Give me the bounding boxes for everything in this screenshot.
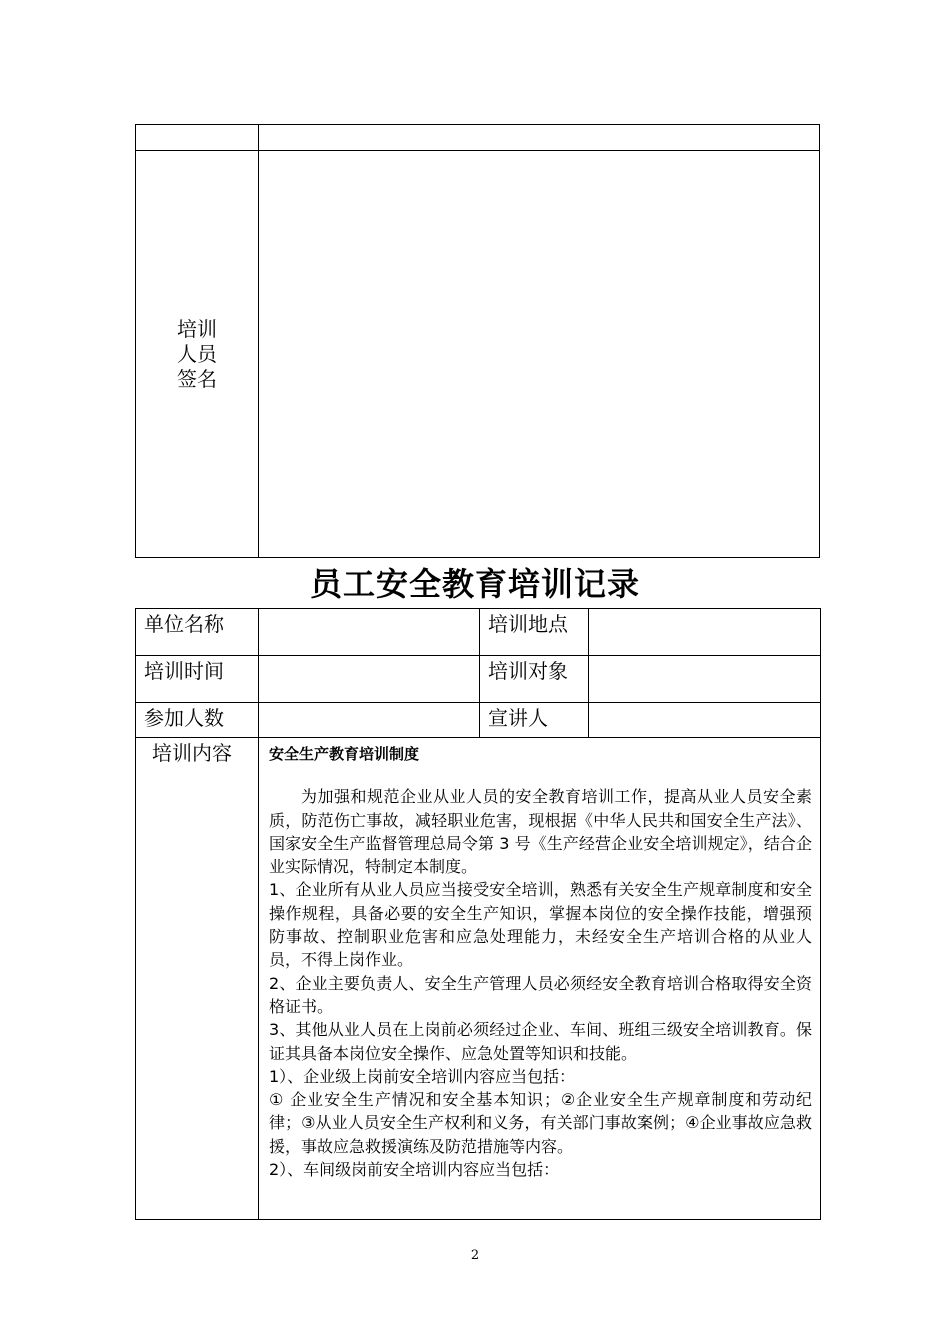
content-label: 培训内容 [136, 738, 259, 1220]
signature-label-line-2: 人员 [177, 341, 217, 366]
content-paragraph: ① 企业安全生产情况和安全基本知识；②企业安全生产规章制度和劳动纪律；③从业人员安全生产权利和义务，有关部门事故案例；④企业事故应急救援，事故应急救援演练及防范措施等内容。 [269, 1090, 812, 1156]
time-label: 培训时间 [136, 656, 259, 703]
unit-name-label: 单位名称 [136, 609, 259, 656]
audience-label: 培训对象 [480, 656, 589, 703]
signature-table [135, 124, 820, 558]
attendees-label: 参加人数 [136, 703, 259, 738]
content-paragraph: 为加强和规范企业从业人员的安全教育培训工作，提高从业人员安全素质，防范伤亡事故，减轻职业危害，现根据《中华人民共和国安全生产法》、国家安全生产监督管理总局令第 3 号《生产经营企业安全培训规定》，结合企业实际情况，特制定本制度。 [269, 787, 812, 877]
location-field[interactable] [589, 609, 821, 656]
speaker-field[interactable] [589, 703, 821, 738]
document-title: 员工安全教育培训记录 [309, 565, 640, 603]
empty-label-cell [136, 125, 259, 151]
content-paragraph: 1）、企业级上岗前安全培训内容应当包括： [269, 1066, 576, 1086]
signature-label-line-3: 签名 [177, 366, 217, 391]
signature-label [136, 151, 259, 558]
unit-name-field[interactable] [259, 609, 480, 656]
content-heading: 安全生产教育培训制度 [269, 745, 420, 763]
empty-value-cell [259, 125, 820, 151]
content-paragraph: 2、企业主要负责人、安全生产管理人员必须经安全教育培训合格取得安全资格证书。 [269, 973, 812, 1016]
signature-label-line-1: 培训 [177, 316, 217, 341]
speaker-label: 宣讲人 [480, 703, 589, 738]
location-label: 培训地点 [480, 609, 589, 656]
content-paragraph: 3、其他从业人员在上岗前必须经过企业、车间、班组三级安全培训教育。保证其具备本岗位安全操作、应急处置等知识和技能。 [269, 1020, 812, 1063]
page-number: 2 [470, 1248, 480, 1263]
training-record-table [135, 608, 821, 1220]
content-paragraph: 2）、车间级岗前安全培训内容应当包括： [269, 1160, 560, 1180]
signature-area[interactable] [259, 151, 820, 558]
time-field[interactable] [259, 656, 480, 703]
audience-field[interactable] [589, 656, 821, 703]
content-cell [259, 738, 821, 1220]
attendees-field[interactable] [259, 703, 480, 738]
content-paragraph: 1、企业所有从业人员应当接受安全培训，熟悉有关安全生产规章制度和安全操作规程，具备必要的安全生产知识，掌握本岗位的安全操作技能，增强预防事故、控制职业危害和应急处理能力，未经安全生产培训合格的从业人员，不得上岗作业。 [269, 880, 812, 970]
